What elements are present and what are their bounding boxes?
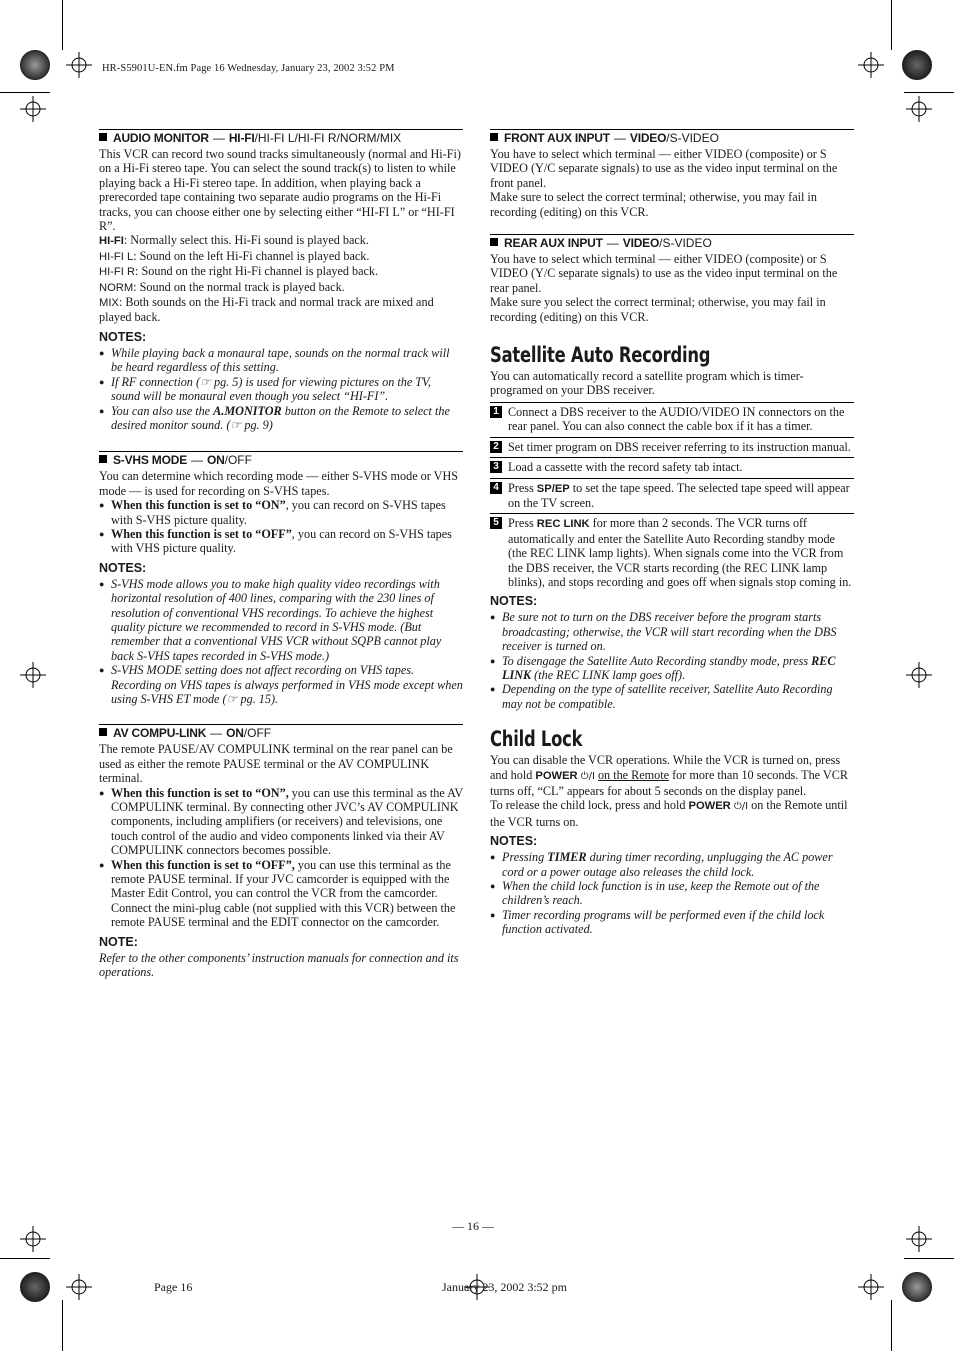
square-bullet-icon — [490, 238, 498, 246]
footer-date: January 23, 2002 3:52 pm — [442, 1280, 567, 1294]
body-text: You have to select which terminal — either VIDEO (composite) or S VIDEO (Y/C separate signals) to use as the video input terminal on the front panel. — [490, 147, 838, 190]
notes-label: NOTES: — [99, 329, 147, 344]
list-item: ● When this function is set to “OFF”, you can use this terminal as the remote PAUSE terminal. If your JVC camcorder is equipped with the Master Edit Control, you can control the VCR from the camcorder. Connect the mini-plug cable (not supplied with this VCR) between the remote PAUSE terminal and the EDIT connector on the camcorder. — [99, 857, 456, 930]
square-bullet-icon — [99, 133, 107, 141]
step-item: 3 Load a cassette with the record safety tab intact. — [490, 460, 854, 474]
section-title: Child Lock — [490, 727, 583, 752]
rear-aux-section — [490, 234, 854, 324]
crosshair-icon — [858, 52, 884, 78]
body-text: You can disable the VCR operations. While the VCR is turned on, press and hold POWER ⏻/I on the Remote for more than 10 seconds. The VCR turns off, “CL” appears for about 5 seconds on the display panel. — [490, 753, 848, 798]
body-text: You have to select which terminal — either VIDEO (composite) or S VIDEO (Y/C separate signals) to use as the video input terminal on the rear panel. — [490, 252, 838, 295]
note-item: ● While playing back a monaural tape, sounds on the normal track will be heard regardless of this setting. — [99, 345, 450, 375]
step-item: 1 Connect a DBS receiver to the AUDIO/VIDEO IN connectors on the rear panel. You can also connect the cable box if it has a timer. — [490, 405, 854, 434]
section-heading: AUDIO MONITOR — HI-FI /HI-FI L/HI-FI R/NORM/MIX — [99, 129, 463, 145]
notes-label: NOTES: — [490, 594, 538, 609]
satellite-section — [490, 343, 854, 711]
note-item: ● Timer recording programs will be performed even if the child lock function activated. — [490, 907, 825, 937]
registration-target-icon — [902, 50, 932, 80]
option-line: NORM: Sound on the normal track is played back. — [99, 279, 345, 294]
list-item: ● When this function is set to “OFF”, you can record on S-VHS tapes with VHS picture quality. — [99, 526, 452, 556]
crosshair-icon — [20, 662, 46, 688]
registration-target-icon — [20, 1272, 50, 1302]
option-line: MIX: Both sounds on the Hi-Fi track and normal track are mixed and played back. — [99, 295, 434, 325]
step-item: 2 Set timer program on DBS receiver referring to its instruction manual. — [490, 440, 854, 454]
svhs-mode-section — [99, 451, 463, 706]
crosshair-icon — [66, 52, 92, 78]
list-item: ● When this function is set to “ON”, you can record on S-VHS tapes with S-VHS picture quality. — [99, 498, 446, 527]
note-label: NOTE: — [99, 934, 138, 949]
body-text: You can determine which recording mode — either S-VHS mode or VHS mode — is used for recording on S-VHS tapes. — [99, 469, 459, 498]
child-lock-section — [490, 727, 854, 936]
footer-page: Page 16 — [154, 1280, 193, 1294]
note-item: ● You can also use the A.MONITOR button on the Remote to select the desired monitor sound. (☞ pg. 9) — [99, 403, 450, 432]
power-icon: ⏻/I — [733, 801, 749, 813]
step-item: 5 Press REC LINK for more than 2 seconds. The VCR turns off automatically and enter the Satellite Auto Recording standby mode (the REC LINK lamp lights). When signals come into the VCR from the DBS receiver, the VCR starts recording (the REC LINK lamp blinks), and stops recording and goes off when signals stop coming in. — [490, 516, 854, 589]
body-text: The remote PAUSE/AV COMPULINK terminal on the rear panel can be used as either the remote PAUSE terminal or the AV COMPULINK terminal. — [99, 742, 453, 786]
body-text: Make sure to select the correct terminal; otherwise, you may fail in recording (editing) on this VCR. — [490, 190, 817, 219]
note-item: ● Pressing TIMER during timer recording, unplugging the AC power cord or a power outage also releases the child lock. — [490, 850, 833, 879]
notes-label: NOTES: — [490, 834, 538, 849]
note-item: ● Depending on the type of satellite receiver, Satellite Auto Recording may not be compatible. — [490, 682, 833, 711]
front-aux-section — [490, 129, 854, 219]
step-item: 4 Press SP/EP to set the tape speed. The selected tape speed will appear on the TV screen. — [490, 481, 854, 511]
crosshair-icon — [906, 96, 932, 122]
section-heading: REAR AUX INPUT — VIDEO /S-VIDEO — [490, 234, 854, 250]
crosshair-icon — [20, 1226, 46, 1252]
note-item: ● When the child lock function is in use, keep the Remote out of the children’s reach. — [490, 879, 820, 908]
section-heading: AV COMPU-LINK — ON /OFF — [99, 724, 463, 740]
registration-target-icon — [902, 1272, 932, 1302]
av-compulink-section — [99, 724, 463, 979]
crosshair-icon — [20, 96, 46, 122]
section-heading: FRONT AUX INPUT — VIDEO /S-VIDEO — [490, 129, 854, 145]
body-text: You can automatically record a satellite program which is timer-programed on your DBS receiver. — [490, 369, 804, 398]
note-item: ● S-VHS mode allows you to make high quality video recordings with horizontal resolution of 400 lines, comparing with the 230 lines of resolution of conventional VHS recordings. To achieve the highest quality picture we recommended to record in S-VHS mode. (But remember that a conventional VHS VCR without SQPB cannot play back S-VHS tapes recorded in S-VHS mode.) — [99, 576, 442, 663]
power-icon: ⏻/I — [580, 770, 595, 782]
list-item: ● When this function is set to “ON”, you can use this terminal as the AV COMPULINK terminal. By connecting other JVC’s AV COMPULINK components, including amplifiers (or receivers) and televisions, one touch control of the audio and video components linked via their AV COMPULINK connectors becomes possible. — [99, 785, 463, 858]
body-text: Make sure you select the correct terminal; otherwise, you may fail in recording (editing) on this VCR. — [490, 295, 826, 324]
notes-label: NOTES: — [99, 560, 147, 575]
section-heading: S-VHS MODE — ON /OFF — [99, 451, 463, 467]
crosshair-icon — [858, 1274, 884, 1300]
note-item: ● To disengage the Satellite Auto Recording standby mode, press REC LINK (the REC LINK lamp goes off). — [490, 653, 836, 682]
right-column — [490, 129, 854, 937]
square-bullet-icon — [99, 455, 107, 463]
option-line: HI-FI L: Sound on the left Hi-Fi channel is played back. — [99, 248, 370, 263]
note-item: ● If RF connection (☞ pg. 5) is used for viewing pictures on the TV, sound will be monaural even though you select “HI-FI”. — [99, 374, 431, 404]
square-bullet-icon — [490, 133, 498, 141]
option-line: HI-FI R: Sound on the right Hi-Fi channel is played back. — [99, 264, 379, 279]
square-bullet-icon — [99, 728, 107, 736]
left-column — [99, 129, 463, 980]
crosshair-icon — [906, 662, 932, 688]
section-title: Satellite Auto Recording — [490, 343, 711, 368]
crosshair-icon — [66, 1274, 92, 1300]
note-item: ● S-VHS MODE setting does not affect recording on VHS tapes. Recording on VHS tapes is always performed in VHS mode except when using S-VHS ET mode (☞ pg. 15). — [99, 663, 463, 706]
note-item: ● Be sure not to turn on the DBS receiver before the program starts broadcasting; otherwise, the VCR will start recording when the DBS receiver is turned on. — [490, 610, 837, 654]
crosshair-icon — [906, 1226, 932, 1252]
registration-target-icon — [20, 50, 50, 80]
file-header: HR-S5901U-EN.fm Page 16 Wednesday, January 23, 2002 3:52 PM — [102, 63, 395, 74]
body-text: This VCR can record two sound tracks simultaneously (normal and Hi-Fi) on a Hi-Fi stereo tape. You can select the sound track(s) to listen to while playing back a Hi-Fi stereo tape. In addition, when playing back a prerecorded tape containing two separate audio programs on the Hi-Fi tracks, you can choose either one by selecting either “HI-FI L” or “HI-FI R”. — [99, 147, 461, 234]
body-text: To release the child lock, press and hold POWER ⏻/I on the Remote until the VCR turns on. — [490, 798, 848, 829]
audio-monitor-section — [99, 129, 463, 432]
option-line: HI-FI: Normally select this. Hi-Fi sound is played back. — [99, 233, 369, 248]
page-number: — 16 — — [452, 1219, 494, 1233]
note-text: Refer to the other components’ instruction manuals for connection and its operations. — [99, 950, 459, 980]
